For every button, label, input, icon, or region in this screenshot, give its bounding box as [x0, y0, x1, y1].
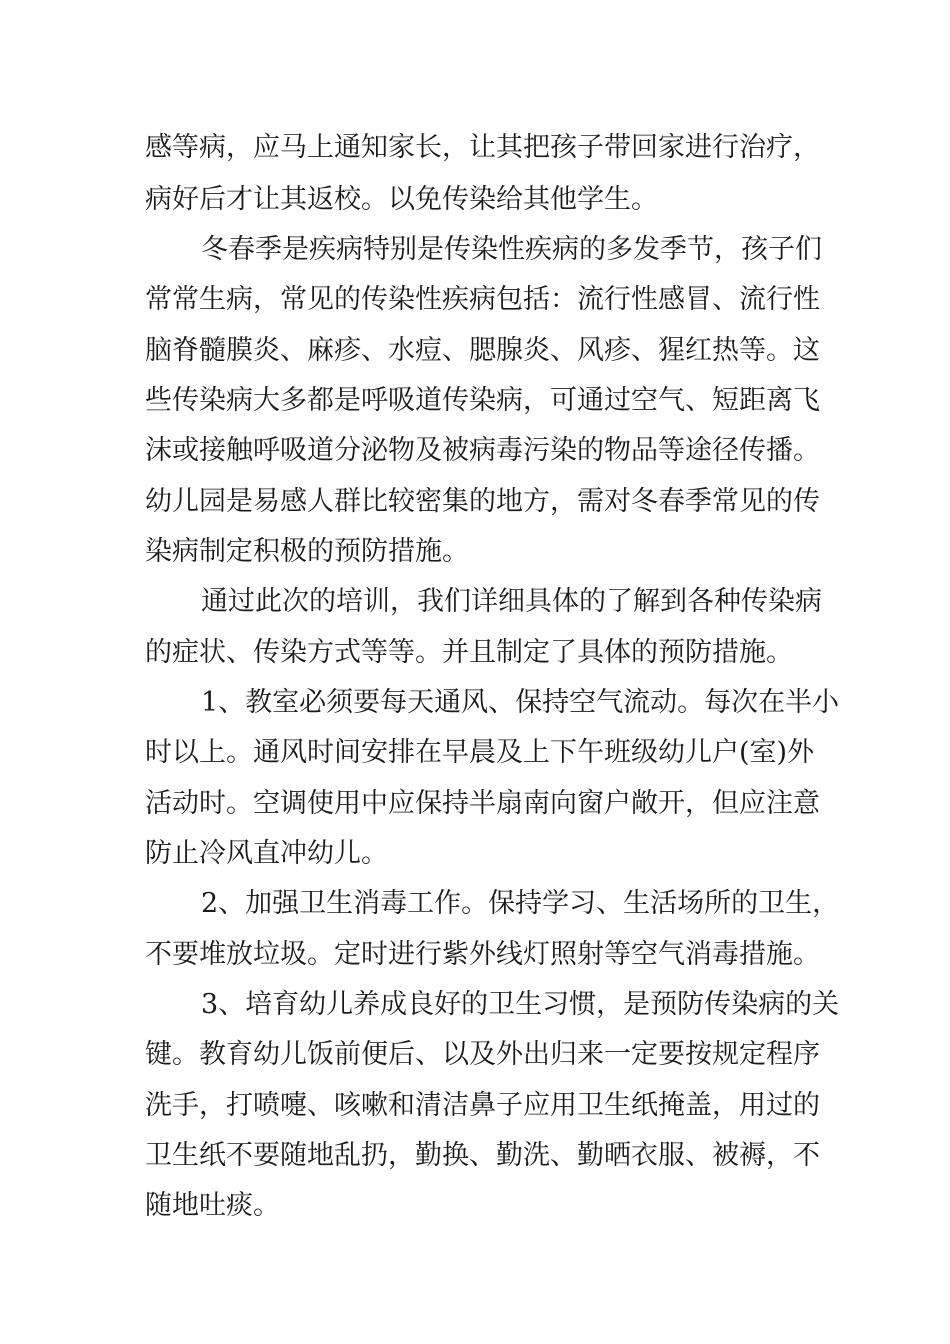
text-line: 1、教室必须要每天通风、保持空气流动。每次在半小 — [201, 687, 840, 718]
text-line: 通过此次的培训，我们详细具体的了解到各种传染病 — [201, 586, 822, 617]
text-line: 不要堆放垃圾。定时进行紫外线灯照射等空气消毒措施。 — [145, 939, 820, 970]
text-line: 染病制定积极的预防措施。 — [145, 536, 469, 567]
text-line: 随地吐痰。 — [145, 1190, 280, 1221]
text-line: 感等病，应马上通知家长，让其把孩子带回家进行治疗， — [145, 132, 820, 163]
text-line: 常常生病，常见的传染性疾病包括：流行性感冒、流行性 — [145, 284, 820, 315]
text-line: 卫生纸不要随地乱扔，勤换、勤洗、勤晒衣服、被褥，不 — [145, 1140, 820, 1171]
text-line: 沫或接触呼吸道分泌物及被病毒污染的物品等途径传播。 — [145, 435, 820, 466]
text-line: 2、加强卫生消毒工作。保持学习、生活场所的卫生， — [201, 888, 840, 919]
text-line: 活动时。空调使用中应保持半扇南向窗户敞开，但应注意 — [145, 788, 820, 819]
text-line: 幼儿园是易感人群比较密集的地方，需对冬春季常见的传 — [145, 486, 820, 517]
text-line: 时以上。通风时间安排在早晨及上下午班级幼儿户(室)外 — [145, 737, 815, 768]
text-line: 防止冷风直冲幼儿。 — [145, 838, 388, 869]
text-line: 的症状、传染方式等等。并且制定了具体的预防措施。 — [145, 637, 793, 668]
text-line: 脑脊髓膜炎、麻疹、水痘、腮腺炎、风疹、猩红热等。这 — [145, 335, 820, 366]
text-line: 冬春季是疾病特别是传染性疾病的多发季节，孩子们 — [201, 234, 822, 265]
text-line: 键。教育幼儿饭前便后、以及外出归来一定要按规定程序 — [145, 1039, 820, 1070]
text-line: 些传染病大多都是呼吸道传染病，可通过空气、短距离飞 — [145, 385, 820, 416]
text-line: 病好后才让其返校。以免传染给其他学生。 — [145, 184, 658, 215]
text-line: 3、培育幼儿养成良好的卫生习惯，是预防传染病的关 — [201, 989, 840, 1020]
text-line: 洗手，打喷嚏、咳嗽和清洁鼻子应用卫生纸掩盖，用过的 — [145, 1090, 820, 1121]
